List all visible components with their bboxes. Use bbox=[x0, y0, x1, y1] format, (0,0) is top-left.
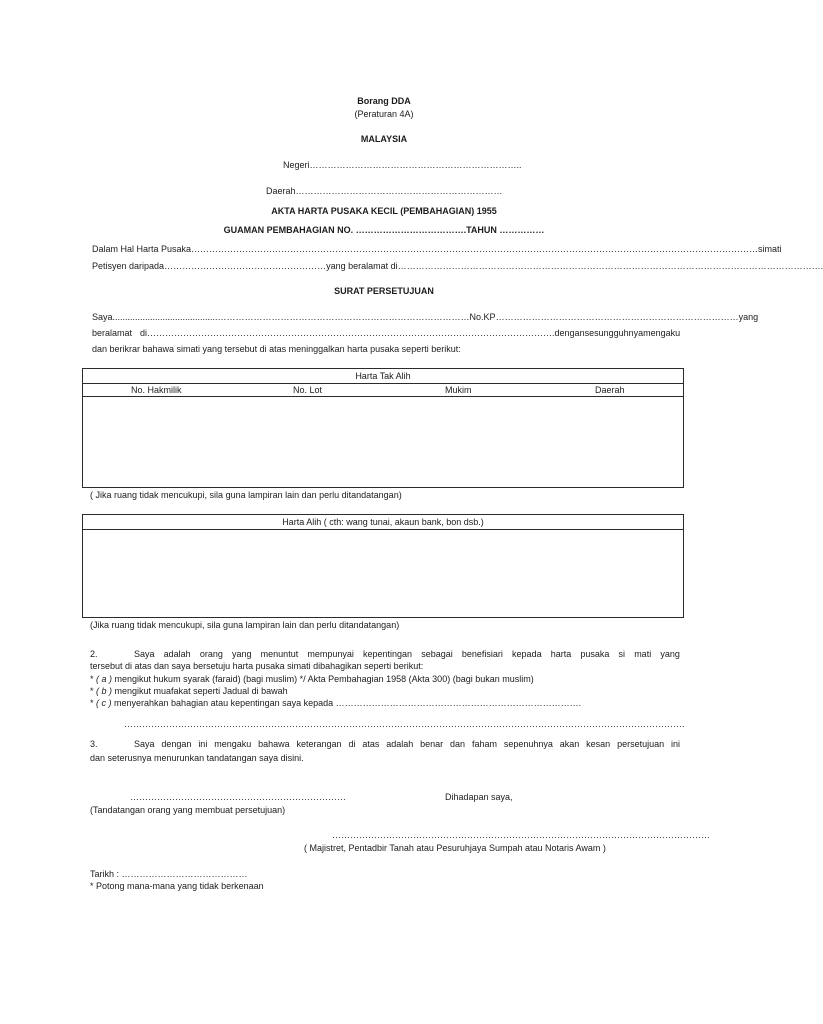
estate-line bbox=[92, 244, 782, 255]
table-title: Harta Tak Alih bbox=[83, 369, 683, 384]
consent-yang: yang bbox=[738, 312, 759, 322]
word: yang bbox=[232, 649, 252, 659]
word: sepenuhnya bbox=[503, 739, 553, 749]
state-field: Negeri…………………………………………………………….. bbox=[283, 160, 522, 170]
consent-word: sesungguhnya bbox=[584, 328, 644, 338]
word: adalah bbox=[386, 739, 414, 749]
table-title: Harta Alih ( cth: wang tunai, akaun bank, bon dsb.) bbox=[83, 515, 683, 530]
consent-line-3: dan berikrar bahawa simati yang tersebut di atas meninggalkan harta pusaka seperti berikut: bbox=[92, 344, 461, 354]
petition-mid: yang beralamat di bbox=[326, 261, 398, 271]
clause-3-line-2: dan seterusnya menurunkan tandatangan saya disini. bbox=[90, 753, 304, 763]
table-header-row bbox=[83, 384, 683, 397]
signer-caption: (Tandatangan orang yang membuat persetujuan) bbox=[90, 805, 286, 815]
estate-label: Dalam Hal Harta Pusaka bbox=[92, 244, 192, 254]
word: ini bbox=[198, 739, 208, 749]
word: dengan bbox=[161, 739, 192, 749]
word: Saya bbox=[134, 649, 155, 659]
option-marker: ( b ) bbox=[96, 686, 113, 696]
clause-2-line-2: tersebut di atas dan saya bersetuju harta pusaka simati dibahagikan seperti berikut: bbox=[90, 661, 424, 671]
column-title-number: No. Hakmilik bbox=[131, 385, 182, 395]
column-lot-number: No. Lot bbox=[293, 385, 323, 395]
word: ini bbox=[670, 739, 680, 749]
clause-2-option-a: * ( a ) mengikut hukum syarak (faraid) (bagi muslim) */ Akta Pembahagian 1958 (Akta 300) (bagi bukan muslim) bbox=[90, 674, 534, 684]
word: sebagai bbox=[421, 649, 453, 659]
word: yang bbox=[660, 649, 680, 659]
word: persetujuan bbox=[617, 739, 665, 749]
witness-caption: ( Majistret, Pentadbir Tanah atau Pesuruhjaya Sumpah atau Notaris Awam ) bbox=[304, 843, 606, 853]
word: kepentingan bbox=[363, 649, 413, 659]
word: kepada bbox=[512, 649, 542, 659]
word: harta bbox=[550, 649, 572, 659]
word: faham bbox=[471, 739, 497, 749]
word: mempunyai bbox=[307, 649, 354, 659]
clause-2-line-1 bbox=[134, 649, 680, 660]
word: dan bbox=[450, 739, 466, 749]
consent-word: beralamat bbox=[92, 328, 133, 338]
movable-property-table bbox=[82, 514, 684, 618]
option-marker: ( a ) bbox=[96, 674, 113, 684]
address-blank: di……………………………………………………………………………………………………………………….dengan bbox=[140, 328, 585, 338]
table-body-empty[interactable] bbox=[83, 530, 683, 618]
petition-blank: ……………………………………………… bbox=[164, 261, 327, 271]
immovable-property-table bbox=[82, 368, 684, 488]
word: benar bbox=[420, 739, 444, 749]
petition-line bbox=[92, 261, 823, 272]
column-mukim: Mukim bbox=[445, 385, 472, 395]
clause-2-option-c: * ( c ) menyerahkan bahagian atau kepentingan saya kepada ………………………………………………………………………. bbox=[90, 698, 582, 708]
case-number-line: GUAMAN PEMBAHAGIAN NO. ……………………………….TAHUN …………… bbox=[223, 225, 545, 235]
district-field: Daerah…………………………………………………………… bbox=[266, 186, 503, 196]
clause-3-number: 3. bbox=[90, 739, 98, 749]
estate-tail: simati bbox=[758, 244, 782, 254]
clause-2-option-b: * ( b ) mengikut muafakat seperti Jadual di bawah bbox=[90, 686, 288, 696]
strike-note: * Potong mana-mana yang tidak berkenaan bbox=[90, 881, 264, 891]
word: si bbox=[618, 649, 626, 659]
address-blank: ……………………………………………………………………………………………………………………………. bbox=[397, 261, 823, 271]
column-district: Daerah bbox=[595, 385, 625, 395]
word: bahawa bbox=[258, 739, 290, 749]
word: di bbox=[348, 739, 356, 749]
regulation-reference: (Peraturan 4A) bbox=[354, 109, 414, 119]
word: mati bbox=[634, 649, 652, 659]
consent-line-2 bbox=[92, 328, 681, 339]
table-body-empty[interactable] bbox=[83, 397, 683, 487]
clause-2-number: 2. bbox=[90, 649, 98, 659]
consent-line-1 bbox=[92, 312, 759, 323]
witness-blank: ……………………………………………………………………………………………………………… bbox=[332, 830, 710, 840]
consent-saya: Saya bbox=[92, 312, 113, 322]
petition-label: Petisyen daripada bbox=[92, 261, 165, 271]
signer-blank: ……………………………………………………………… bbox=[130, 792, 346, 802]
date-field: Tarikh : …………………………………… bbox=[90, 869, 248, 879]
estate-blank: ……………………………………………………………………………………………………………………………………………………………………… bbox=[191, 244, 759, 254]
ic-blank: ……………………………………………………………………… bbox=[495, 312, 739, 322]
country-label: MALAYSIA bbox=[360, 134, 408, 144]
word: pusaka bbox=[580, 649, 610, 659]
movable-note: (Jika ruang tidak mencukupi, sila guna lampiran lain dan perlu ditandatangan) bbox=[90, 620, 400, 630]
act-title: AKTA HARTA PUSAKA KECIL (PEMBAHAGIAN) 1955 bbox=[271, 206, 497, 216]
consent-title: SURAT PERSETUJUAN bbox=[334, 286, 434, 296]
word: menuntut bbox=[260, 649, 299, 659]
word: atas bbox=[362, 739, 380, 749]
word: akan bbox=[559, 739, 580, 749]
name-blank: ..........................................………………………………………………………………………… bbox=[112, 312, 470, 322]
word: keterangan bbox=[296, 739, 342, 749]
immovable-note: ( Jika ruang tidak mencukupi, sila guna lampiran lain dan perlu ditandatangan) bbox=[90, 490, 402, 500]
word: benefisiari bbox=[461, 649, 503, 659]
form-title: Borang DDA bbox=[357, 96, 411, 106]
word: adalah bbox=[163, 649, 191, 659]
word: kesan bbox=[586, 739, 611, 749]
word: mengaku bbox=[214, 739, 252, 749]
consent-word: mengaku bbox=[643, 328, 681, 338]
word: orang bbox=[199, 649, 223, 659]
clause-3-line-1 bbox=[134, 739, 680, 750]
ic-label: No.KP bbox=[469, 312, 496, 322]
option-marker: ( c ) bbox=[96, 698, 112, 708]
word: Saya bbox=[134, 739, 155, 749]
witness-label: Dihadapan saya, bbox=[445, 792, 513, 802]
clause-2-continuation-blank: ……………………………………………………………………………………………………………………………………………………………………. bbox=[124, 719, 685, 729]
